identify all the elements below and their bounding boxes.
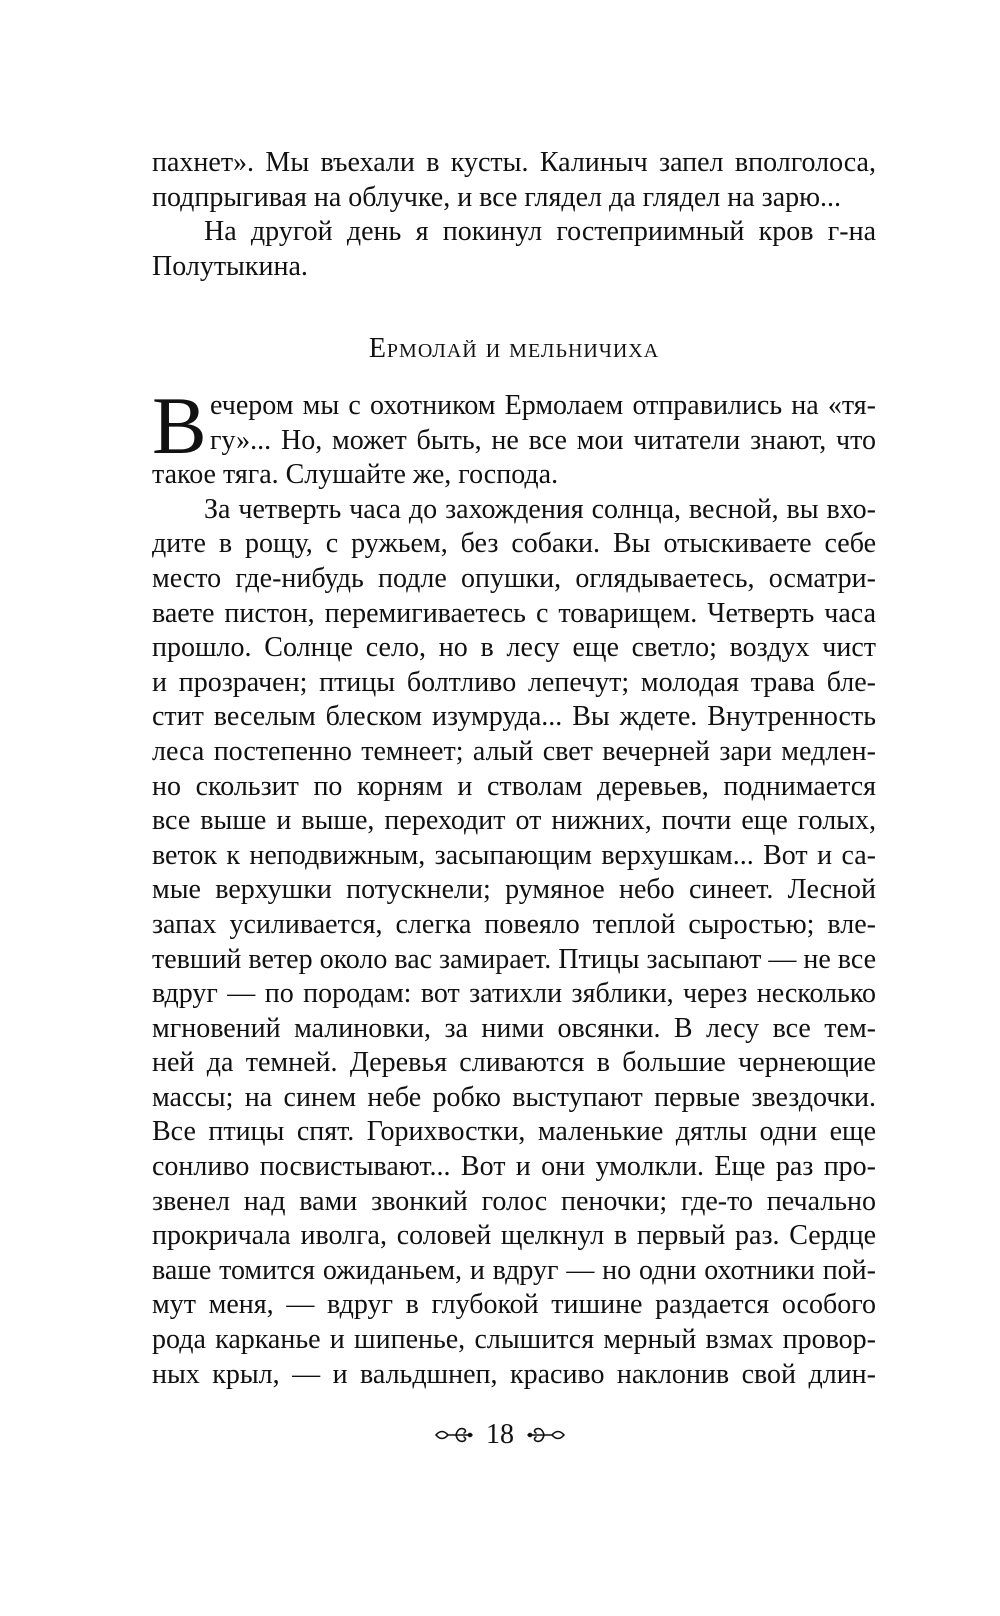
page-number: 18 xyxy=(486,1419,514,1450)
text-line: массы; на синем небе робко выступают первые звездочки. xyxy=(152,1081,876,1113)
text-line: Все птицы спят. Горихвостки, маленькие дятлы одни еще xyxy=(152,1116,876,1148)
text-line: и прозрачен; птицы болтливо лепечут; молодая трава бле- xyxy=(152,666,876,698)
text-line: На другой день я покинул гостеприимный кров г-на xyxy=(204,216,876,248)
text-line: дите в рощу, с ружьем, без собаки. Вы отыскиваете себе xyxy=(152,528,876,560)
text-line: прокричала иволга, соловей щелкнул в первый раз. Сердце xyxy=(152,1220,876,1252)
text-line: запах усиливается, слегка повеяло теплой сыростью; вле- xyxy=(152,908,876,940)
text-line: тевший ветер около вас замирает. Птицы засыпают — не все xyxy=(152,943,877,975)
text-line: такое тяга. Слушайте же, господа. xyxy=(152,459,559,491)
previous-chapter-ending xyxy=(152,146,876,284)
text-line: ных крыл, — и вальдшнеп, красиво наклонив свой длин- xyxy=(152,1358,876,1390)
text-line: но скользит по корням и стволам деревьев, поднимается xyxy=(152,770,876,802)
chapter-title: Ермолай и мельничиха xyxy=(368,333,660,364)
text-line: За четверть часа до захождения солнца, весной, вы вхо- xyxy=(204,493,876,525)
text-line: леса постепенно темнеет; алый свет вечерней зари медлен- xyxy=(152,735,876,767)
text-line: ней да темней. Деревья сливаются в большие чернеющие xyxy=(152,1047,876,1079)
text-line: мгновений малиновки, за ними овсянки. В лесу все тем- xyxy=(152,1012,876,1044)
chapter-body xyxy=(152,380,877,1392)
right-ornament-icon xyxy=(526,1424,566,1446)
text-line: вдруг — по породам: вот затихли зяблики, через несколько xyxy=(152,978,876,1010)
text-line: ваете пистон, перемигиваетесь с товарищем. Четверть часа xyxy=(152,597,876,629)
text-line: мут меня, — вдруг в глубокой тишине раздается особого xyxy=(152,1289,876,1321)
text-line: веток к неподвижным, засыпающим верхушкам... Вот и са- xyxy=(152,839,876,871)
text-line: рода карканье и шипенье, слышится мерный взмах провор- xyxy=(152,1324,876,1356)
text-line: Полутыкина. xyxy=(152,250,308,282)
text-line: стит веселым блеском изумруда... Вы ждете. Внутренность xyxy=(152,701,876,733)
text-line: подпрыгивая на облучке, и все глядел да глядел на зарю... xyxy=(152,181,842,213)
text-line: ваше томится ожиданьем, и вдруг — но одни охотники пой- xyxy=(152,1254,876,1286)
text-line: все выше и выше, переходит от нижних, почти еще голых, xyxy=(152,805,876,837)
text-line: звенел над вами звонкий голос пеночки; где-то печально xyxy=(152,1185,876,1217)
text-line: место где-нибудь подле опушки, оглядываетесь, осматри- xyxy=(152,562,876,594)
text-line: гу»... Но, может быть, не все мои читатели знают, что xyxy=(210,424,876,456)
text-line: мые верхушки потускнели; румяное небо синеет. Лесной xyxy=(152,874,876,906)
text-line: прошло. Солнце село, но в лесу еще светло; воздух чист xyxy=(152,632,876,664)
left-ornament-icon xyxy=(434,1424,474,1446)
text-line: пахнет». Мы въехали в кусты. Калиныч запел вполголоса, xyxy=(152,147,876,178)
text-line: сонливо посвистывают... Вот и они умолкли. Еще раз про- xyxy=(152,1151,876,1183)
text-line: ечером мы с охотником Ермолаем отправились на «тя- xyxy=(210,390,876,421)
page-footer xyxy=(0,1415,1000,1455)
drop-cap-letter: В xyxy=(152,380,207,471)
